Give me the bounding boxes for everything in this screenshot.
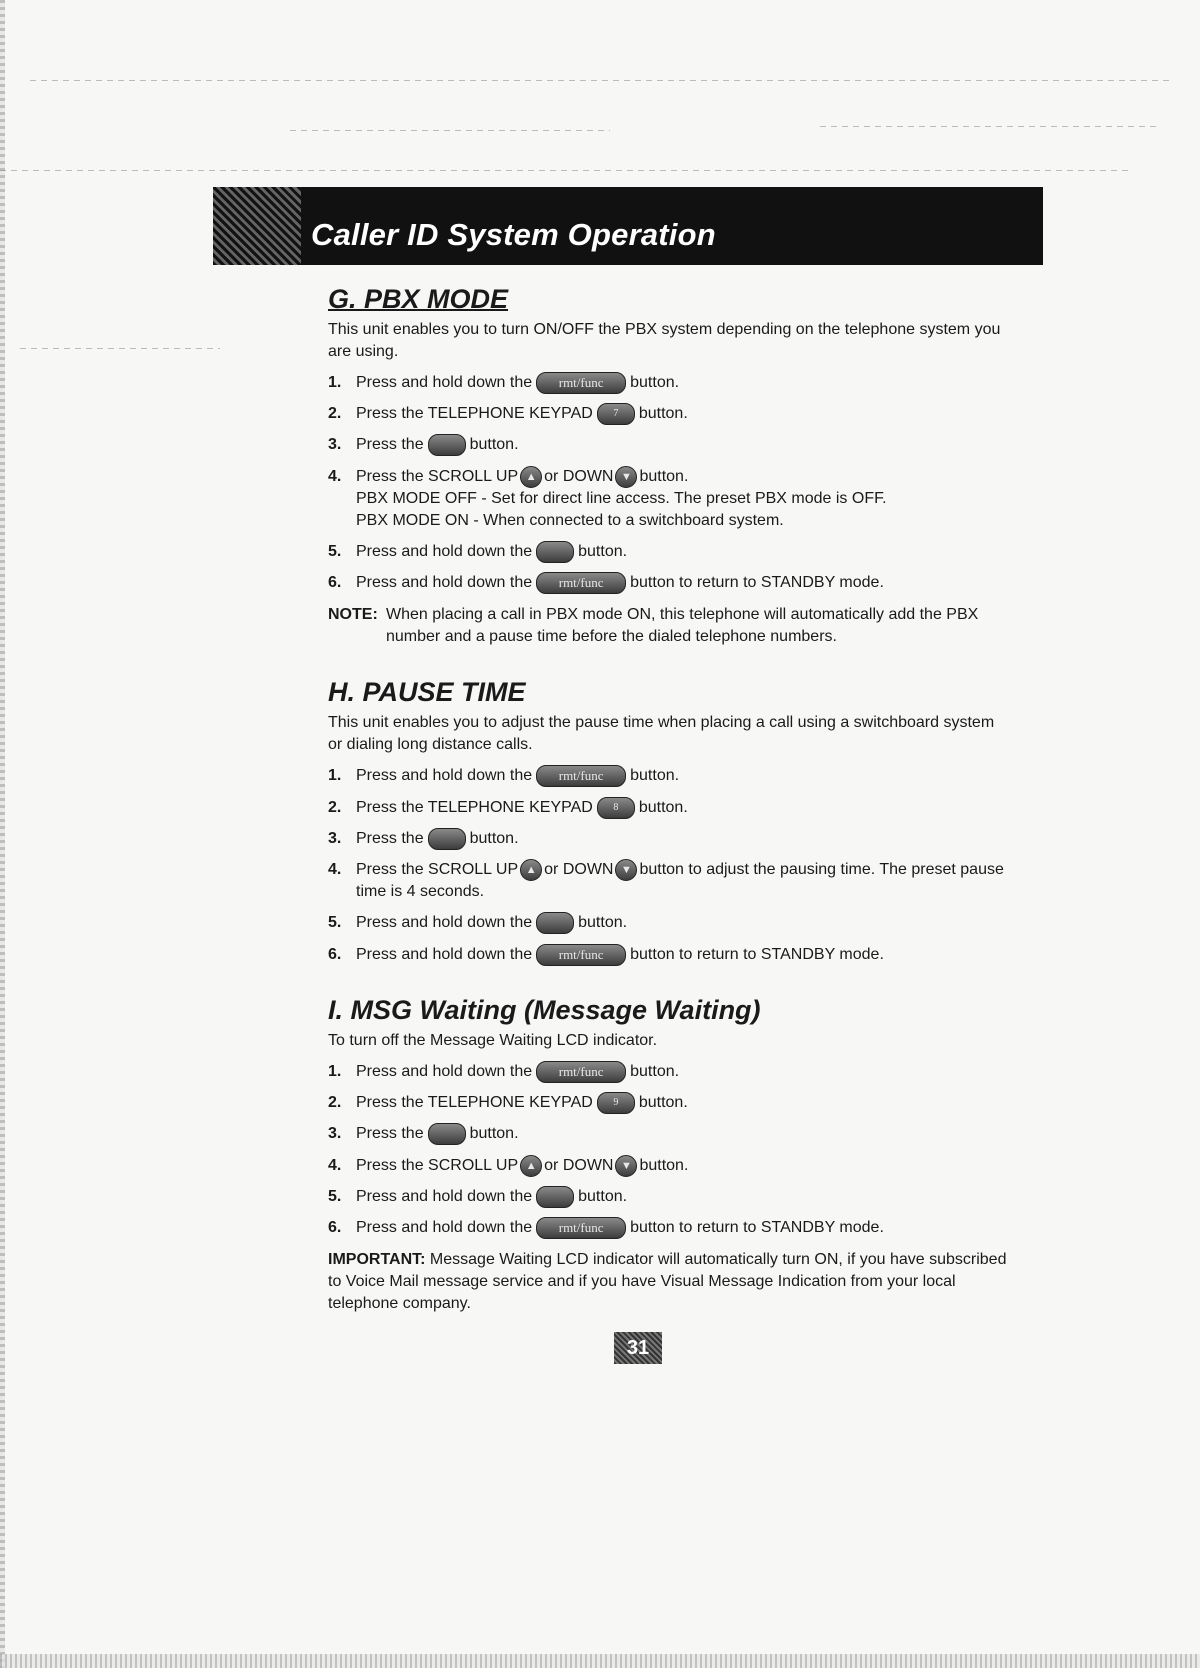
- scan-line: [30, 80, 1170, 81]
- step-text: button to return to STANDBY mode.: [630, 945, 884, 963]
- step-text: Press and hold down the: [356, 945, 533, 963]
- step-item: [328, 828, 1008, 850]
- redial-save-button-icon: [536, 1186, 574, 1208]
- scan-edge-left: [0, 0, 5, 1668]
- step-item: [328, 859, 1008, 903]
- step-text: button.: [578, 1187, 628, 1205]
- scan-line: [20, 348, 220, 349]
- step-number: 4.: [328, 467, 342, 485]
- step-item: [328, 572, 1008, 594]
- note-label: NOTE:: [328, 606, 378, 624]
- keypad-9-button-icon: 9: [597, 1092, 635, 1114]
- step-number: 3.: [328, 1125, 342, 1143]
- step-item: [328, 1123, 1008, 1145]
- step-text: Press the TELEPHONE KEYPAD: [356, 405, 593, 423]
- step-item: [328, 1061, 1008, 1083]
- scroll-down-icon: ▼: [615, 1155, 637, 1177]
- page-number: 31: [614, 1332, 662, 1364]
- scroll-down-icon: ▼: [615, 466, 637, 488]
- scan-line: [290, 130, 610, 131]
- step-item: [328, 912, 1008, 934]
- step-text: button.: [639, 467, 689, 485]
- step-number: 2.: [328, 798, 342, 816]
- step-text: button.: [469, 436, 519, 454]
- section-intro: This unit enables you to turn ON/OFF the PBX system depending on the telephone system you are using.: [328, 321, 1001, 360]
- step-text: button to return to STANDBY mode.: [630, 1219, 884, 1237]
- step-text: Press the TELEPHONE KEYPAD: [356, 798, 593, 816]
- step-text: Press and hold down the: [356, 1187, 533, 1205]
- rmt-func-button-icon: rmt/func: [536, 1217, 626, 1239]
- step-text: button to return to STANDBY mode.: [630, 574, 884, 592]
- step-item: [328, 1217, 1008, 1239]
- important-label: IMPORTANT:: [328, 1251, 426, 1269]
- step-number: 2.: [328, 1094, 342, 1112]
- rmt-func-button-icon: rmt/func: [536, 372, 626, 394]
- step-text: button.: [630, 374, 680, 392]
- step-text: Press the: [356, 436, 424, 454]
- step-text: button.: [638, 798, 688, 816]
- step-item: [328, 1186, 1008, 1208]
- step-text: button.: [639, 1156, 689, 1174]
- step-text: Press and hold down the: [356, 1219, 533, 1237]
- step-item: [328, 434, 1008, 456]
- step-text: button.: [578, 543, 628, 561]
- step-text: button.: [630, 1063, 680, 1081]
- section-title: H. PAUSE TIME: [328, 677, 526, 708]
- page-header: [213, 187, 1043, 265]
- step-text: Press and hold down the: [356, 574, 533, 592]
- step-text: Press the SCROLL UP: [356, 861, 519, 879]
- step-item: [328, 466, 1008, 532]
- step-text: button.: [638, 1094, 688, 1112]
- step-list: [328, 1061, 1008, 1239]
- step-number: 6.: [328, 945, 342, 963]
- rmt-func-button-icon: rmt/func: [536, 765, 626, 787]
- step-text: button.: [578, 914, 628, 932]
- step-item: [328, 1092, 1008, 1114]
- step-number: 3.: [328, 436, 342, 454]
- step-text: or DOWN: [544, 861, 614, 879]
- step-item: [328, 541, 1008, 563]
- step-text: Press the: [356, 830, 424, 848]
- manual-content: [328, 283, 1008, 1331]
- step-text: Press the SCROLL UP: [356, 467, 519, 485]
- redial-save-button-icon: [536, 541, 574, 563]
- page-title: Caller ID System Operation: [311, 217, 716, 252]
- section-pbx-mode: [328, 283, 1008, 648]
- scroll-down-icon: ▼: [615, 859, 637, 881]
- step-subtext: PBX MODE OFF - Set for direct line access. The preset PBX mode is OFF.: [356, 489, 887, 507]
- scroll-up-icon: ▲: [520, 859, 542, 881]
- keypad-7-button-icon: 7: [597, 403, 635, 425]
- step-list: [328, 765, 1008, 965]
- redial-save-button-icon: [536, 912, 574, 934]
- step-item: [328, 765, 1008, 787]
- step-item: [328, 1155, 1008, 1177]
- step-text: or DOWN: [544, 1156, 614, 1174]
- step-item: [328, 372, 1008, 394]
- section-title: I. MSG Waiting (Message Waiting): [328, 994, 761, 1025]
- header-texture: [213, 187, 301, 265]
- step-text: button.: [638, 405, 688, 423]
- step-number: 1.: [328, 1062, 342, 1080]
- rmt-func-button-icon: rmt/func: [536, 572, 626, 594]
- step-number: 2.: [328, 405, 342, 423]
- step-text: Press and hold down the: [356, 914, 533, 932]
- section-title: G. PBX MODE: [328, 284, 509, 314]
- memory-button-icon: [428, 434, 466, 456]
- step-subtext: PBX MODE ON - When connected to a switchboard system.: [356, 511, 784, 529]
- important-text: Message Waiting LCD indicator will automatically turn ON, if you have subscribed to Voice Mail message service and if you have Visual Message Indication from your local telephone company.: [328, 1251, 1007, 1313]
- step-number: 5.: [328, 542, 342, 560]
- important-note: [328, 1249, 1008, 1315]
- memory-button-icon: [428, 1123, 466, 1145]
- section-msg-waiting: [328, 994, 1008, 1315]
- section-pause-time: [328, 676, 1008, 965]
- step-number: 4.: [328, 861, 342, 879]
- step-number: 5.: [328, 914, 342, 932]
- section-intro: This unit enables you to adjust the pause time when placing a call using a switchboard system or dialing long distance calls.: [328, 714, 995, 754]
- step-number: 1.: [328, 767, 342, 785]
- step-text: or DOWN: [544, 467, 614, 485]
- step-number: 6.: [328, 574, 342, 592]
- memory-button-icon: [428, 828, 466, 850]
- header-bar: [301, 187, 1043, 265]
- scroll-up-icon: ▲: [520, 466, 542, 488]
- step-text: button.: [469, 830, 519, 848]
- rmt-func-button-icon: rmt/func: [536, 1061, 626, 1083]
- step-number: 3.: [328, 829, 342, 847]
- step-text: Press and hold down the: [356, 374, 533, 392]
- step-number: 6.: [328, 1218, 342, 1236]
- section-intro: To turn off the Message Waiting LCD indicator.: [328, 1031, 658, 1049]
- step-number: 4.: [328, 1156, 342, 1174]
- rmt-func-button-icon: rmt/func: [536, 944, 626, 966]
- scan-edge-bottom: [0, 1654, 1200, 1668]
- scroll-up-icon: ▲: [520, 1155, 542, 1177]
- step-text: Press and hold down the: [356, 1063, 533, 1081]
- keypad-8-button-icon: 8: [597, 797, 635, 819]
- step-list: [328, 372, 1008, 594]
- step-text: button.: [630, 767, 680, 785]
- step-text: Press and hold down the: [356, 767, 533, 785]
- step-item: [328, 944, 1008, 966]
- step-item: [328, 403, 1008, 425]
- scan-line: [820, 126, 1160, 127]
- step-number: 5.: [328, 1187, 342, 1205]
- step-text: Press the: [356, 1125, 424, 1143]
- scan-line: [0, 170, 1130, 171]
- step-text: Press the TELEPHONE KEYPAD: [356, 1094, 593, 1112]
- note-text: When placing a call in PBX mode ON, this telephone will automatically add the PBX number and a pause time before the dialed telephone numbers.: [386, 606, 979, 646]
- step-text: Press the SCROLL UP: [356, 1156, 519, 1174]
- step-text: button to adjust the pausing time. The preset pause time is 4 seconds.: [356, 861, 1004, 901]
- step-text: button.: [469, 1125, 519, 1143]
- step-item: [328, 797, 1008, 819]
- step-number: 1.: [328, 374, 342, 391]
- note: [328, 604, 1008, 648]
- step-text: Press and hold down the: [356, 543, 533, 561]
